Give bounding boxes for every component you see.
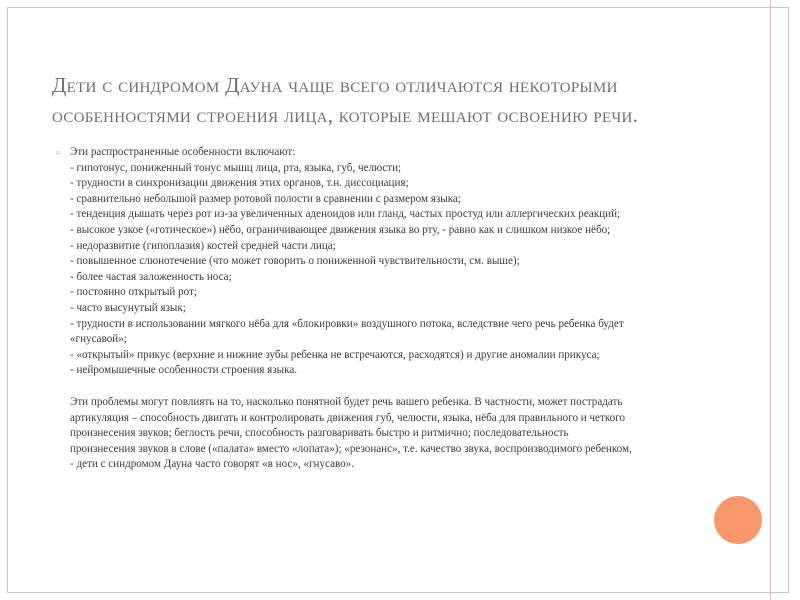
feature-item: - тенденция дышать через рот из-за увеличенных аденоидов или гланд, частых простуд или аллергических реакций; <box>70 208 621 221</box>
conclusion-line: артикуляция – способность двигать и контролировать движения губ, челюсти, языка, нёба для правильного и четкого <box>70 411 626 424</box>
body-text <box>70 145 756 473</box>
feature-item: - часто высунутый язык; <box>70 301 186 314</box>
intro-line: Эти распространенные особенности включают: <box>70 146 296 158</box>
slide-body <box>56 145 756 473</box>
conclusion-line: Эти проблемы могут повлиять на то, насколько понятной будет речь вашего ребенка. В частности, может пострадать <box>70 395 623 408</box>
feature-item: «гнусавой»; <box>70 333 127 346</box>
feature-item: - нейромышечные особенности строения языка. <box>70 364 298 377</box>
feature-item: - более частая заложенность носа; <box>70 270 232 283</box>
decorative-vertical-line <box>770 0 771 600</box>
conclusion-line: - дети с синдромом Дауна часто говорят «в нос», «гнусаво». <box>70 458 355 471</box>
feature-item: - повышенное слюнотечение (что может говорить о пониженной чувствительности, см. выше); <box>70 255 520 268</box>
paragraph-gap <box>70 379 756 395</box>
feature-item: - недоразвитие (гипоплазия) костей средней части лица; <box>70 239 336 252</box>
feature-item: - сравнительно небольшой размер ротовой полости в сравнении с размером языка; <box>70 192 461 205</box>
conclusion-line: произнесения звуков; беглость речи, способность разговаривать быстро и ритмично; последовательность <box>70 427 569 440</box>
slide-title <box>52 70 742 130</box>
conclusion-line: произнесения звуков в слове («палата» вместо «лопата»); «резонанс», т.е. качество звука, воспроизводимого ребенком, <box>70 442 632 455</box>
title-line: особенностями строения лица, которые мешают освоению речи. <box>52 103 639 127</box>
feature-item: - высокое узкое («готическое») нёбо, ограничивающее движения языка во рту, - равно как и слишком низкое нёбо; <box>70 223 611 236</box>
feature-item: - гипотонус, пониженный тонус мышц лица, рта, языка, губ, челюсти; <box>70 161 402 174</box>
feature-item: - постоянно открытый рот; <box>70 286 198 299</box>
title-line: Дети с синдромом Дауна чаще всего отличаются некоторыми <box>52 73 618 97</box>
decorative-circle <box>714 496 762 544</box>
feature-item: - трудности в использовании мягкого нёба для «блокировки» воздушного потока, вследствие чего речь ребенка будет <box>70 317 624 330</box>
feature-item: - трудности в синхронизации движения этих органов, т.н. диссоциация; <box>70 177 409 190</box>
bullet-icon: ▫ <box>56 147 60 159</box>
feature-item: - «открытый» прикус (верхние и нижние зубы ребенка не встречаются, расходятся) и другие аномалии прикуса; <box>70 348 600 361</box>
